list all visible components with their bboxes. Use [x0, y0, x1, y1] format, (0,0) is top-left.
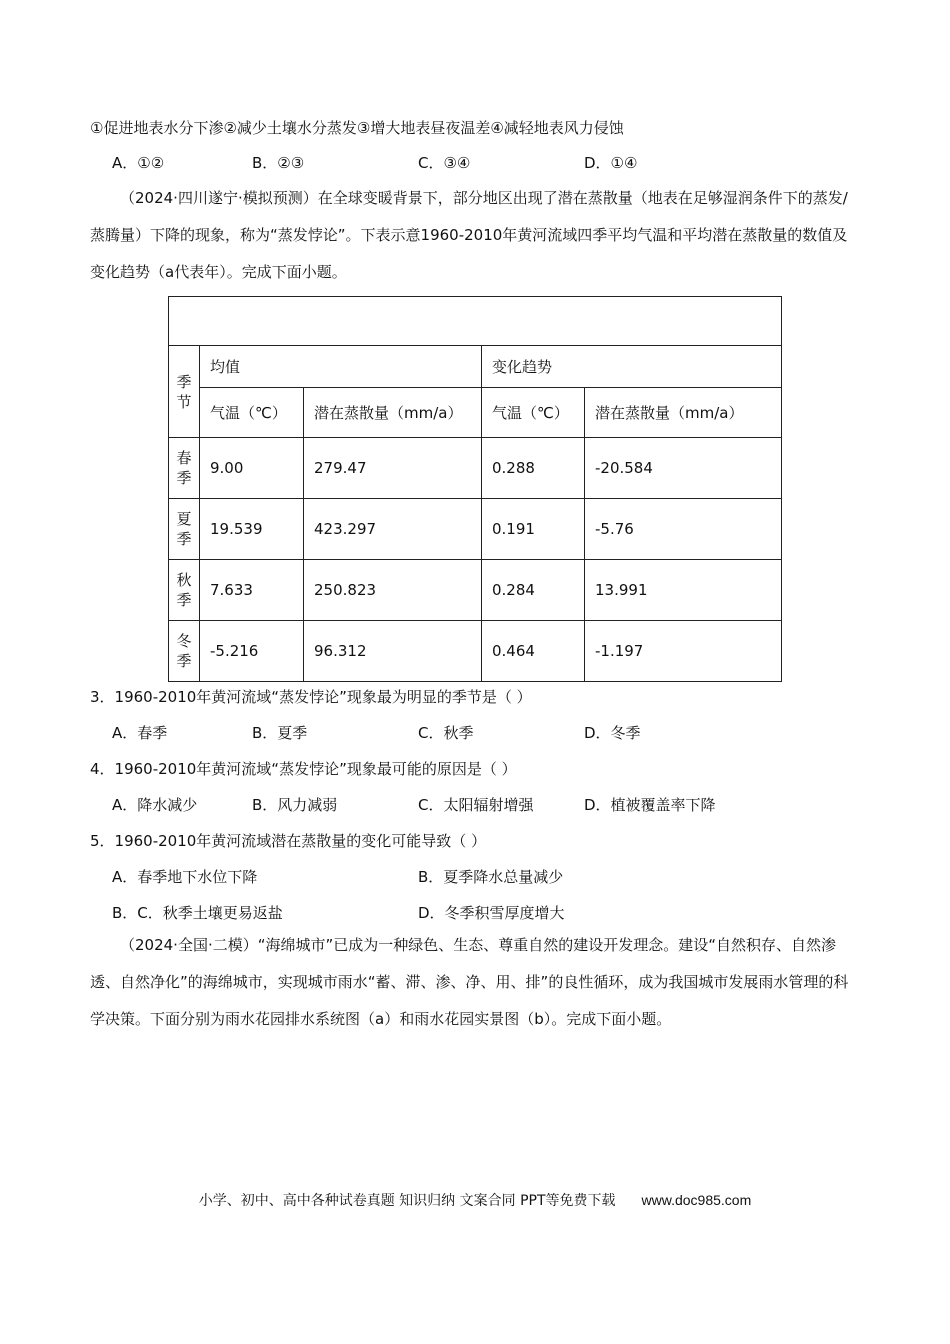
temp-trend-cell: 0.284 [482, 560, 585, 621]
pet-trend-cell: -1.197 [585, 621, 782, 682]
intro-paragraph-2: （2024·全国·二模）“海绵城市”已成为一种绿色、生态、尊重自然的建设开发理念。建设“自然积存、自然渗透、自然净化”的海绵城市，实现城市雨水“蓄、滞、渗、净、用、排”的良性循环，成为我国城市发展雨水管理的科学决策。下面分别为雨水花园排水系统图（a）和雨水花园实景图（b）。完成下面小题。 [90, 936, 849, 1028]
col-temp-mean: 气温（℃） [200, 388, 304, 438]
footer-text: 小学、初中、高中各种试卷真题 知识归纳 文案合同 PPT等免费下载 [198, 1193, 616, 1209]
temp-mean-cell: 19.539 [200, 499, 304, 560]
col-pet-trend: 潜在蒸散量（mm/a） [585, 388, 782, 438]
q4-option-a[interactable]: A．降水减少 [112, 796, 198, 814]
prev-option-a[interactable]: A．①② [112, 154, 165, 172]
season-cell: 冬 季 [169, 621, 200, 682]
season-cell: 夏 季 [169, 499, 200, 560]
season-cell: 秋 季 [169, 560, 200, 621]
pet-trend-cell: -20.584 [585, 438, 782, 499]
pet-trend-cell: 13.991 [585, 560, 782, 621]
table-title-row [169, 297, 782, 346]
q3-option-a[interactable]: A．春季 [112, 724, 168, 742]
temp-mean-cell: 9.00 [200, 438, 304, 499]
prev-question-statement: ①促进地表水分下渗②减少土壤水分蒸发③增大地表昼夜温差④减轻地表风力侵蚀 [90, 119, 624, 137]
climate-data-table [168, 296, 782, 682]
prev-option-d[interactable]: D．①④ [584, 154, 638, 172]
pet-mean-cell: 250.823 [304, 560, 482, 621]
mean-group-header: 均值 [200, 346, 482, 388]
q4-option-b[interactable]: B．风力减弱 [252, 796, 338, 814]
footer-url[interactable]: www.doc985.com [641, 1192, 752, 1208]
table-group-header-row [169, 346, 782, 388]
temp-trend-cell: 0.464 [482, 621, 585, 682]
table-title [169, 297, 782, 346]
col-temp-trend: 气温（℃） [482, 388, 585, 438]
q5-option-d[interactable]: D．冬季积雪厚度增大 [418, 904, 565, 922]
pet-mean-cell: 423.297 [304, 499, 482, 560]
table-row [169, 499, 782, 560]
q4-option-d[interactable]: D．植被覆盖率下降 [584, 796, 716, 814]
question-5-stem: 5．1960-2010年黄河流域潜在蒸散量的变化可能导致（ ） [90, 832, 487, 850]
pet-trend-cell: -5.76 [585, 499, 782, 560]
pet-mean-cell: 279.47 [304, 438, 482, 499]
temp-mean-cell: -5.216 [200, 621, 304, 682]
temp-trend-cell: 0.191 [482, 499, 585, 560]
table-column-header-row [169, 388, 782, 438]
intro-paragraph-1: （2024·四川遂宁·模拟预测）在全球变暖背景下，部分地区出现了潜在蒸散量（地表在足够湿润条件下的蒸发/蒸腾量）下降的现象，称为“蒸发悖论”。下表示意1960-2010年黄河流域四季平均气温和平均潜在蒸散量的数值及变化趋势（a代表年）。完成下面小题。 [90, 189, 848, 281]
col-pet-mean: 潜在蒸散量（mm/a） [304, 388, 482, 438]
temp-trend-cell: 0.288 [482, 438, 585, 499]
season-cell: 春 季 [169, 438, 200, 499]
q5-option-b[interactable]: B．夏季降水总量减少 [418, 868, 564, 886]
prev-option-b[interactable]: B．②③ [252, 154, 305, 172]
q3-option-d[interactable]: D．冬季 [584, 724, 641, 742]
trend-group-header: 变化趋势 [482, 346, 782, 388]
q5-option-c[interactable]: B．C．秋季土壤更易返盐 [112, 904, 283, 922]
table-row [169, 621, 782, 682]
q3-option-c[interactable]: C．秋季 [418, 724, 474, 742]
prev-option-c[interactable]: C．③④ [418, 154, 471, 172]
pet-mean-cell: 96.312 [304, 621, 482, 682]
table-row [169, 560, 782, 621]
q5-option-a[interactable]: A．春季地下水位下降 [112, 868, 258, 886]
temp-mean-cell: 7.633 [200, 560, 304, 621]
season-header: 季 节 [169, 346, 200, 438]
question-4-stem: 4．1960-2010年黄河流域“蒸发悖论”现象最可能的原因是（ ） [90, 760, 517, 778]
page-footer [0, 1190, 950, 1210]
table-row [169, 438, 782, 499]
q4-option-c[interactable]: C．太阳辐射增强 [418, 796, 534, 814]
question-3-stem: 3．1960-2010年黄河流域“蒸发悖论”现象最为明显的季节是（ ） [90, 688, 532, 706]
q3-option-b[interactable]: B．夏季 [252, 724, 308, 742]
